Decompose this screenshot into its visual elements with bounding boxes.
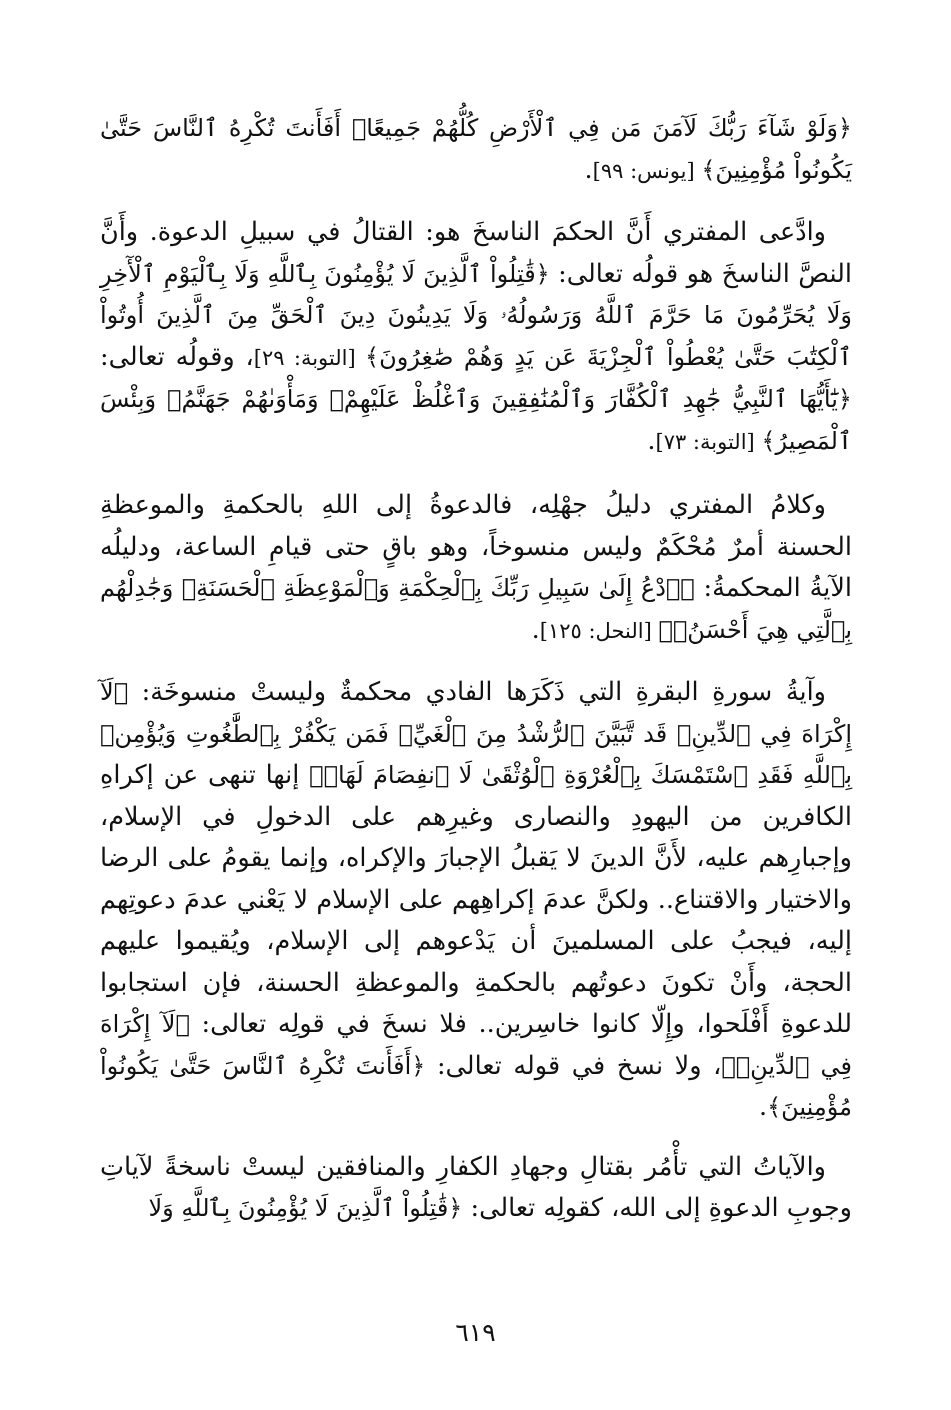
verse-reference: [يونس: ٩٩] <box>592 158 702 183</box>
paragraph-text: وكلامُ المفتري دليلُ جهْلِه، فالدعوةُ إلى اللهِ بالحكمةِ والموعظةِ الحسنة أمرٌ مُحْكَمٌ وليس منسوخاً، وهو باقٍ حتى قيامِ الساعة، ودليلُه الآيةُ المحكمةُ: <box>100 490 852 603</box>
quran-verse: ﴿أَفَأَنتَ تُكْرِهُ ٱلنَّاسَ حَتَّىٰ يَكُونُواْ مُؤْمِنِينَ﴾ <box>100 1051 852 1121</box>
paragraph-text: . <box>531 614 540 645</box>
verse-reference: [النحل: ١٢٥] <box>539 618 659 643</box>
quran-verse: ﴿قَٰتِلُواْ ٱلَّذِينَ لَا يُؤْمِنُونَ بِٱللَّهِ وَلَا <box>148 1194 463 1222</box>
paragraph-text: . <box>584 154 593 185</box>
verse-reference: [التوبة: ٧٣] <box>655 429 762 454</box>
paragraph-1 <box>100 108 852 192</box>
quran-verse: ﴿ٱدْعُ إِلَىٰ سَبِيلِ رَبِّكَ بِٱلْحِكْمَةِ وَٱلْمَوْعِظَةِ ٱلْحَسَنَةِۖ وَجَٰدِلْهُم بِٱلَّتِي هِيَ أَحْسَنُۚ﴾ <box>100 574 852 644</box>
page-number: ٦١٩ <box>455 1318 496 1347</box>
paragraph-text: وادَّعى المفتري أَنَّ الحكمَ الناسخَ هو: القتالُ في سبيلِ الدعوة. وأَنَّ النصَّ الناسخَ هو قولُه تعالى: <box>100 217 853 289</box>
paragraph-text: ، وقولُه تعالى: <box>100 341 254 372</box>
paragraph-text: إنها تنهى عن إكراهِ الكافرين من اليهودِ والنصارى وغيرِهم على الدخولِ في الإسلام، وإجبارِهم عليه، لأَنَّ الدينَ لا يَقبلُ الإجبارَ والإكراه، وإنما يقومُ على الرضا والاختيار والاقتناع.. ولكنَّ عدمَ إكراهِهم على الإسلام لا يَعْني عدمَ دعوتِهم إليه، فيجبُ على المسلمينَ أن يَدْعوهم إلى الإسلام، ويُقيموا عليهم الحجة، وأَنْ تكونَ دعوتُهم بالحكمةِ والموعظةِ الحسنة، فإن استجابوا للدعوةِ أَفْلَحوا، وإِلّا كانوا خاسِرين.. فلا نسخَ في قولِه تعالى: <box>100 760 852 1039</box>
paragraph-5 <box>100 1147 852 1230</box>
paragraph-text: والآياتُ التي تأْمُر بقتالِ وجهادِ الكفارِ والمنافقين ليستْ ناسخةً لآياتِ وجوبِ الدعوةِ إلى الله، كقولِه تعالى: <box>100 1151 852 1223</box>
quran-verse: ﴿لَآ إِكْرَاهَ فِي ٱلدِّينِۖ قَد تَّبَيَّنَ ٱلرُّشْدُ مِنَ ٱلْغَيِّۚ فَمَن يَكْفُرْ بِٱلطَّٰغُوتِ وَيُؤْمِنۢ بِٱللَّهِ فَقَدِ ٱسْتَمْسَكَ بِٱلْعُرْوَةِ ٱلْوُثْقَىٰ لَا ٱنفِصَامَ لَهَاۗ﴾ <box>100 678 852 789</box>
paragraph-4 <box>100 672 852 1129</box>
quran-verse: ﴿يَٰٓأَيُّهَا ٱلنَّبِيُّ جَٰهِدِ ٱلْكُفَّارَ وَٱلْمُنَٰفِقِينَ وَٱغْلُظْ عَلَيْهِمْۚ وَمَأْوَىٰهُمْ جَهَنَّمُۖ وَبِئْسَ ٱلْمَصِيرُ﴾ <box>100 385 852 455</box>
paragraph-3 <box>100 485 852 652</box>
quran-verse: ﴿قَٰتِلُواْ ٱلَّذِينَ لَا يُؤْمِنُونَ بِٱللَّهِ وَلَا بِٱلْيَوْمِ ٱلْأٓخِرِ وَلَا يُحَرِّمُونَ مَا حَرَّمَ ٱللَّهُ وَرَسُولُهُۥ وَلَا يَدِينُونَ دِينَ ٱلْحَقِّ مِنَ ٱلَّذِينَ أُوتُواْ ٱلْكِتَٰبَ حَتَّىٰ يُعْطُواْ ٱلْجِزْيَةَ عَن يَدٍ وَهُمْ صَٰغِرُونَ﴾ <box>100 259 853 371</box>
paragraph-text: ، ولا نسخ في قوله تعالى: <box>425 1050 722 1081</box>
paragraph-2 <box>100 212 852 463</box>
paragraph-text: . <box>647 425 656 456</box>
quran-verse: ﴿وَلَوْ شَآءَ رَبُّكَ لَآمَنَ مَن فِي ٱلْأَرْضِ كُلُّهُمْ جَمِيعًاۚ أَفَأَنتَ تُكْرِهُ ٱلنَّاسَ حَتَّىٰ يَكُونُواْ مُؤْمِنِينَ﴾ <box>100 114 852 184</box>
paragraph-text: وآيةُ سورةِ البقرةِ التي ذَكَرَها الفادي محكمةٌ وليستْ منسوخَة: <box>128 677 826 707</box>
page-body <box>100 108 852 1248</box>
quran-verse: ﴿لَآ إِكْرَاهَ فِي ٱلدِّينِۖ﴾ <box>100 1010 853 1080</box>
paragraph-text: . <box>758 1092 768 1122</box>
verse-reference: [التوبة: ٢٩] <box>253 345 366 370</box>
